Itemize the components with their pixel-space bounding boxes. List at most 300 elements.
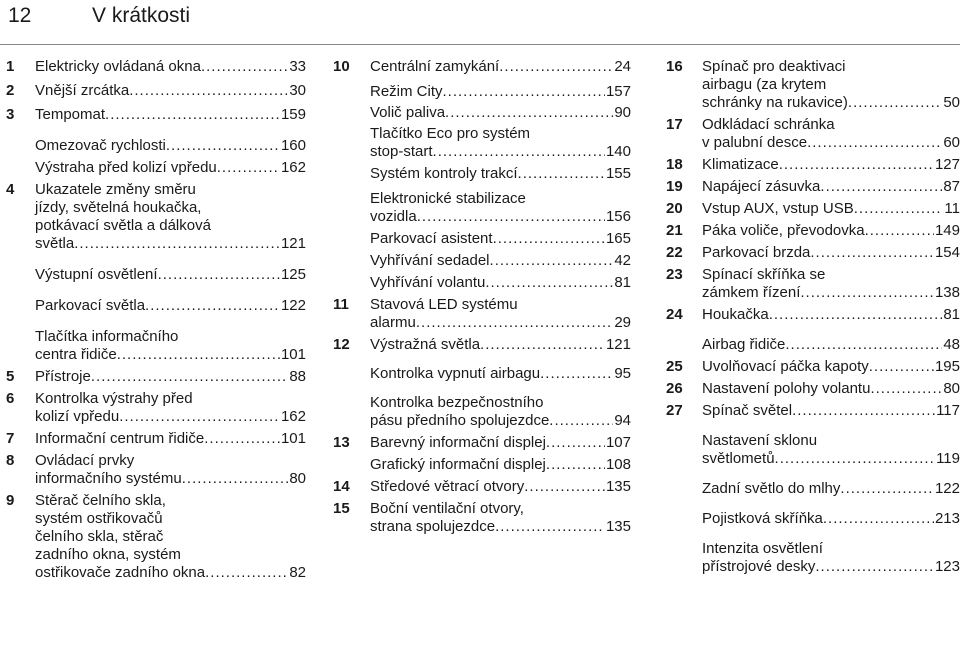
dot-leader [769, 306, 943, 324]
entry-last-line [702, 402, 960, 420]
entry-text [35, 328, 306, 364]
page-reference[interactable]: 95 [614, 365, 631, 382]
entry-number: 25 [666, 358, 683, 375]
entry-last-line [370, 252, 631, 270]
entry-label: světlometů [702, 450, 775, 467]
entry-label: Napájecí zásuvka [702, 178, 821, 195]
entry-last-line [370, 83, 631, 101]
index-entry [658, 58, 960, 112]
entry-label: alarmu [370, 314, 416, 331]
page-reference[interactable]: 135 [605, 518, 631, 535]
entry-label: Zadní světlo do mlhy [702, 480, 841, 497]
page-reference[interactable]: 135 [605, 478, 631, 495]
page-reference[interactable]: 122 [280, 297, 306, 314]
entry-last-line [370, 336, 631, 354]
entry-label: Klimatizace [702, 156, 779, 173]
entry-text [35, 106, 306, 124]
entry-label: Parkovací brzda [702, 244, 811, 261]
entry-label: Volič paliva [370, 104, 446, 121]
entry-line: airbagu (za krytem [702, 76, 827, 93]
index-entry [0, 106, 306, 124]
header-rule [0, 44, 960, 45]
page-reference[interactable]: 81 [614, 274, 631, 291]
entry-last-line [702, 222, 960, 240]
dot-leader [546, 434, 605, 452]
page-reference[interactable]: 138 [934, 284, 960, 301]
page-reference[interactable]: 81 [943, 306, 960, 323]
entry-last-line [35, 137, 306, 155]
index-entry [0, 368, 306, 386]
page-reference[interactable]: 154 [934, 244, 960, 261]
entry-label: Houkačka [702, 306, 769, 323]
entry-line: Stavová LED systému [370, 296, 518, 313]
dot-leader [815, 558, 934, 576]
entry-last-line [35, 564, 306, 582]
entry-label: Nastavení polohy volantu [702, 380, 871, 397]
entry-number: 5 [6, 368, 15, 385]
entry-line: Tlačítka informačního [35, 328, 179, 345]
index-entry [325, 274, 631, 292]
entry-label: pásu předního spolujezdce [370, 412, 550, 429]
index-entry [658, 402, 960, 420]
dot-leader [490, 252, 614, 270]
entry-text [35, 430, 306, 448]
page-reference[interactable]: 108 [605, 456, 631, 473]
entry-last-line [35, 470, 306, 488]
entry-last-line [35, 430, 306, 448]
dot-leader [540, 365, 613, 383]
entry-line: Spínací skříňka se [702, 266, 826, 283]
dot-leader [792, 402, 935, 420]
entry-last-line [35, 346, 306, 364]
entry-line: Ukazatele změny směru [35, 181, 196, 198]
page-reference[interactable]: 149 [934, 222, 960, 239]
dot-leader [416, 314, 613, 332]
dot-leader [800, 284, 934, 302]
entry-text [35, 58, 306, 76]
entry-last-line [35, 58, 306, 76]
entry-text [35, 368, 306, 386]
index-entry [658, 510, 960, 528]
dot-leader [129, 82, 288, 100]
entry-text [35, 492, 306, 582]
page-reference[interactable]: 157 [605, 83, 631, 100]
page-reference[interactable]: 29 [614, 314, 631, 331]
entry-label: Vyhřívání sedadel [370, 252, 490, 269]
entry-last-line [702, 480, 960, 498]
page-reference[interactable]: 33 [289, 58, 306, 75]
dot-leader [201, 58, 288, 76]
entry-label: kolizí vpředu [35, 408, 120, 425]
entry-number: 7 [6, 430, 15, 447]
dot-leader [433, 143, 605, 161]
entry-last-line [702, 94, 960, 112]
entry-text [35, 181, 306, 253]
entry-number: 22 [666, 244, 683, 261]
entry-label: Přístroje [35, 368, 91, 385]
dot-leader [775, 450, 936, 468]
entry-line: Kontrolka výstrahy před [35, 390, 193, 407]
entry-number: 19 [666, 178, 683, 195]
index-entry [658, 540, 960, 576]
index-entry [658, 244, 960, 262]
entry-number: 11 [333, 296, 349, 313]
entry-line: Ovládací prvky [35, 452, 135, 469]
entry-label: zámkem řízení [702, 284, 801, 301]
entry-last-line [370, 412, 631, 430]
index-entry [0, 452, 306, 488]
page-reference[interactable]: 80 [289, 470, 306, 487]
entry-last-line [702, 306, 960, 324]
entry-number: 27 [666, 402, 683, 419]
page-reference[interactable]: 48 [943, 336, 960, 353]
dot-leader [205, 564, 288, 582]
page-reference[interactable]: 140 [605, 143, 631, 160]
entry-label: v palubní desce [702, 134, 808, 151]
entry-line: potkávací světla a dálková [35, 217, 211, 234]
index-entry [325, 336, 631, 354]
page-reference[interactable]: 155 [605, 165, 631, 182]
entry-text [702, 358, 960, 376]
entry-number: 16 [666, 58, 683, 75]
page-reference[interactable]: 11 [944, 200, 960, 217]
entry-label: Vyhřívání volantu [370, 274, 486, 291]
entry-number: 26 [666, 380, 683, 397]
entry-last-line [702, 380, 960, 398]
entry-last-line [370, 478, 631, 496]
index-entry [0, 58, 306, 76]
entry-number: 8 [6, 452, 15, 469]
entry-label: Výstraha před kolizí vpředu [35, 159, 217, 176]
dot-leader [524, 478, 605, 496]
entry-text [35, 137, 306, 155]
entry-line: Spínač pro deaktivaci [702, 58, 846, 75]
dot-leader [145, 297, 280, 315]
dot-leader [865, 222, 934, 240]
dot-leader [158, 266, 280, 284]
dot-leader [807, 134, 942, 152]
entry-number: 17 [666, 116, 683, 133]
page-reference[interactable]: 94 [614, 412, 631, 429]
page-reference[interactable]: 88 [289, 368, 306, 385]
entry-line: Intenzita osvětlení [702, 540, 823, 557]
page-number: 12 [8, 4, 32, 27]
entry-label: Kontrolka vypnutí airbagu [370, 365, 541, 382]
entry-label: informačního systému [35, 470, 182, 487]
entry-last-line [370, 165, 631, 183]
index-entry [325, 252, 631, 270]
entry-text [702, 156, 960, 174]
entry-text [702, 432, 960, 468]
entry-last-line [35, 106, 306, 124]
entry-last-line [370, 58, 631, 76]
index-entry [325, 456, 631, 474]
entry-last-line [35, 408, 306, 426]
entry-last-line [702, 200, 960, 218]
page-reference[interactable]: 60 [943, 134, 960, 151]
entry-number: 13 [333, 434, 350, 451]
entry-text [702, 222, 960, 240]
entry-number: 24 [666, 306, 683, 323]
page-reference[interactable]: 159 [280, 106, 306, 123]
index-column-3 [658, 58, 960, 576]
dot-leader [117, 346, 280, 364]
entry-label: Výstražná světla [370, 336, 481, 353]
dot-leader [417, 208, 605, 226]
entry-line: zadního okna, systém [35, 546, 181, 563]
entry-last-line [702, 336, 960, 354]
entry-text [702, 380, 960, 398]
entry-text [370, 336, 631, 354]
index-entry [658, 306, 960, 324]
dot-leader [445, 104, 613, 122]
dot-leader [91, 368, 288, 386]
entry-text [370, 274, 631, 292]
entry-number: 4 [6, 181, 15, 198]
page-header [0, 0, 960, 46]
dot-leader [485, 274, 613, 292]
entry-last-line [370, 434, 631, 452]
index-entry [658, 178, 960, 196]
entry-label: Spínač světel [702, 402, 793, 419]
entry-text [702, 306, 960, 324]
entry-label: schránky na rukavice) [702, 94, 848, 111]
entry-label: strana spolujezdce [370, 518, 496, 535]
index-entry [0, 492, 306, 582]
entry-label: přístrojové desky [702, 558, 816, 575]
entry-line: Boční ventilační otvory, [370, 500, 524, 517]
entry-number: 3 [6, 106, 15, 123]
index-entry [658, 116, 960, 152]
page-reference[interactable]: 123 [934, 558, 960, 575]
index-entry [658, 266, 960, 302]
entry-label: Parkovací asistent [370, 230, 493, 247]
index-entry [0, 328, 306, 364]
dot-leader [848, 94, 942, 112]
index-entry [325, 230, 631, 248]
dot-leader [443, 83, 605, 101]
index-entry [325, 365, 631, 383]
index-entry [658, 358, 960, 376]
entry-label: světla [35, 235, 75, 252]
entry-last-line [35, 82, 306, 100]
index-entry [325, 500, 631, 536]
entry-label: Omezovač rychlosti [35, 137, 166, 154]
page-reference[interactable]: 156 [605, 208, 631, 225]
dot-leader [869, 358, 934, 376]
entry-line: Nastavení sklonu [702, 432, 818, 449]
index-column-2 [325, 58, 631, 536]
dot-leader [823, 510, 934, 528]
entry-number: 14 [333, 478, 350, 495]
entry-number: 18 [666, 156, 683, 173]
page-reference[interactable]: 125 [280, 266, 306, 283]
entry-text [370, 83, 631, 101]
page-reference[interactable]: 213 [934, 510, 960, 527]
entry-text [35, 82, 306, 100]
page-title: V krátkosti [92, 4, 191, 27]
dot-leader [549, 412, 613, 430]
entry-label: Elektricky ovládaná okna [35, 58, 201, 75]
entry-label: Barevný informační displej [370, 434, 546, 451]
entry-number: 1 [6, 58, 15, 75]
page-reference[interactable]: 80 [943, 380, 960, 397]
entry-line: Tlačítko Eco pro systém [370, 125, 531, 142]
entry-text [702, 480, 960, 498]
entry-label: Vstup AUX, vstup USB [702, 200, 854, 217]
index-entry [0, 297, 306, 315]
dot-leader [518, 165, 605, 183]
entry-text [702, 402, 960, 420]
page-reference[interactable]: 82 [289, 564, 306, 581]
entry-text [370, 104, 631, 122]
entry-text [35, 452, 306, 488]
entry-last-line [370, 104, 631, 122]
page-reference[interactable]: 107 [605, 434, 631, 451]
entry-text [702, 510, 960, 528]
entry-label: Středové větrací otvory [370, 478, 525, 495]
entry-line: Elektronické stabilizace [370, 190, 526, 207]
entry-text [370, 296, 631, 332]
page-reference[interactable]: 24 [614, 58, 631, 75]
dot-leader [840, 480, 934, 498]
index-entry [0, 266, 306, 284]
entry-line: Kontrolka bezpečnostního [370, 394, 544, 411]
index-entry [325, 394, 631, 430]
entry-number: 20 [666, 200, 683, 217]
entry-text [370, 125, 631, 161]
entry-text [370, 190, 631, 226]
index-entry [0, 82, 306, 100]
entry-label: vozidla [370, 208, 417, 225]
index-entry [325, 434, 631, 452]
index-entry [658, 156, 960, 174]
page-reference[interactable]: 162 [280, 408, 306, 425]
index-entry [325, 104, 631, 122]
page-reference[interactable]: 30 [289, 82, 306, 99]
dot-leader [499, 58, 613, 76]
page-reference[interactable]: 162 [280, 159, 306, 176]
index-entry [325, 296, 631, 332]
page-reference[interactable]: 121 [280, 235, 306, 252]
entry-text [702, 266, 960, 302]
entry-label: Systém kontroly trakcí [370, 165, 518, 182]
entry-last-line [35, 368, 306, 386]
entry-text [370, 365, 631, 383]
entry-text [702, 336, 960, 354]
index-entry [0, 390, 306, 426]
entry-last-line [702, 244, 960, 262]
entry-label: Vnější zrcátka [35, 82, 130, 99]
entry-text [370, 434, 631, 452]
index-entry [658, 336, 960, 354]
index-entry [0, 181, 306, 253]
entry-text [370, 252, 631, 270]
entry-text [370, 58, 631, 76]
entry-last-line [702, 450, 960, 468]
entry-last-line [370, 143, 631, 161]
entry-text [35, 297, 306, 315]
page-reference[interactable]: 117 [936, 402, 960, 419]
page-reference[interactable]: 101 [280, 430, 306, 447]
entry-label: Režim City [370, 83, 443, 100]
page-reference[interactable]: 50 [943, 94, 960, 111]
entry-text [370, 478, 631, 496]
page-reference[interactable]: 160 [280, 137, 306, 154]
entry-line: Odkládací schránka [702, 116, 835, 133]
entry-number: 21 [666, 222, 683, 239]
page-reference[interactable]: 122 [934, 480, 960, 497]
dot-leader [166, 137, 280, 155]
page-reference[interactable]: 42 [614, 252, 631, 269]
dot-leader [182, 470, 289, 488]
entry-last-line [702, 134, 960, 152]
entry-last-line [35, 297, 306, 315]
page-reference[interactable]: 165 [605, 230, 631, 247]
dot-leader [493, 230, 605, 248]
entry-text [702, 200, 960, 218]
page-reference[interactable]: 90 [614, 104, 631, 121]
entry-last-line [702, 284, 960, 302]
page-reference[interactable]: 119 [936, 450, 960, 467]
index-entry [658, 432, 960, 468]
entry-text [370, 394, 631, 430]
page-reference[interactable]: 195 [934, 358, 960, 375]
dot-leader [546, 456, 605, 474]
index-entry [325, 190, 631, 226]
page-reference[interactable]: 87 [943, 178, 960, 195]
dot-leader [854, 200, 944, 218]
dot-leader [105, 106, 280, 124]
index-entry [325, 165, 631, 183]
entry-label: Grafický informační displej [370, 456, 546, 473]
dot-leader [204, 430, 280, 448]
entry-number: 10 [333, 58, 350, 75]
entry-label: ostřikovače zadního okna [35, 564, 206, 581]
entry-line: čelního skla, stěrač [35, 528, 164, 545]
entry-last-line [35, 159, 306, 177]
dot-leader [785, 336, 942, 354]
entry-text [702, 244, 960, 262]
entry-number: 15 [333, 500, 350, 517]
index-entry [0, 430, 306, 448]
entry-last-line [702, 178, 960, 196]
page-reference[interactable]: 121 [605, 336, 631, 353]
entry-label: Výstupní osvětlení [35, 266, 158, 283]
entry-last-line [702, 156, 960, 174]
entry-text [35, 390, 306, 426]
page-reference[interactable]: 101 [280, 346, 306, 363]
index-entry [0, 159, 306, 177]
entry-text [370, 500, 631, 536]
entry-last-line [370, 456, 631, 474]
entry-text [370, 165, 631, 183]
entry-last-line [370, 518, 631, 536]
entry-last-line [35, 235, 306, 253]
index-entry [658, 200, 960, 218]
index-entry [325, 125, 631, 161]
entry-label: Airbag řidiče [702, 336, 786, 353]
dot-leader [820, 178, 942, 196]
entry-label: Tempomat [35, 106, 106, 123]
entry-last-line [702, 358, 960, 376]
entry-text [702, 58, 960, 112]
entry-last-line [702, 558, 960, 576]
entry-number: 6 [6, 390, 15, 407]
page-reference[interactable]: 127 [934, 156, 960, 173]
entry-last-line [702, 510, 960, 528]
entry-line: systém ostřikovačů [35, 510, 163, 527]
